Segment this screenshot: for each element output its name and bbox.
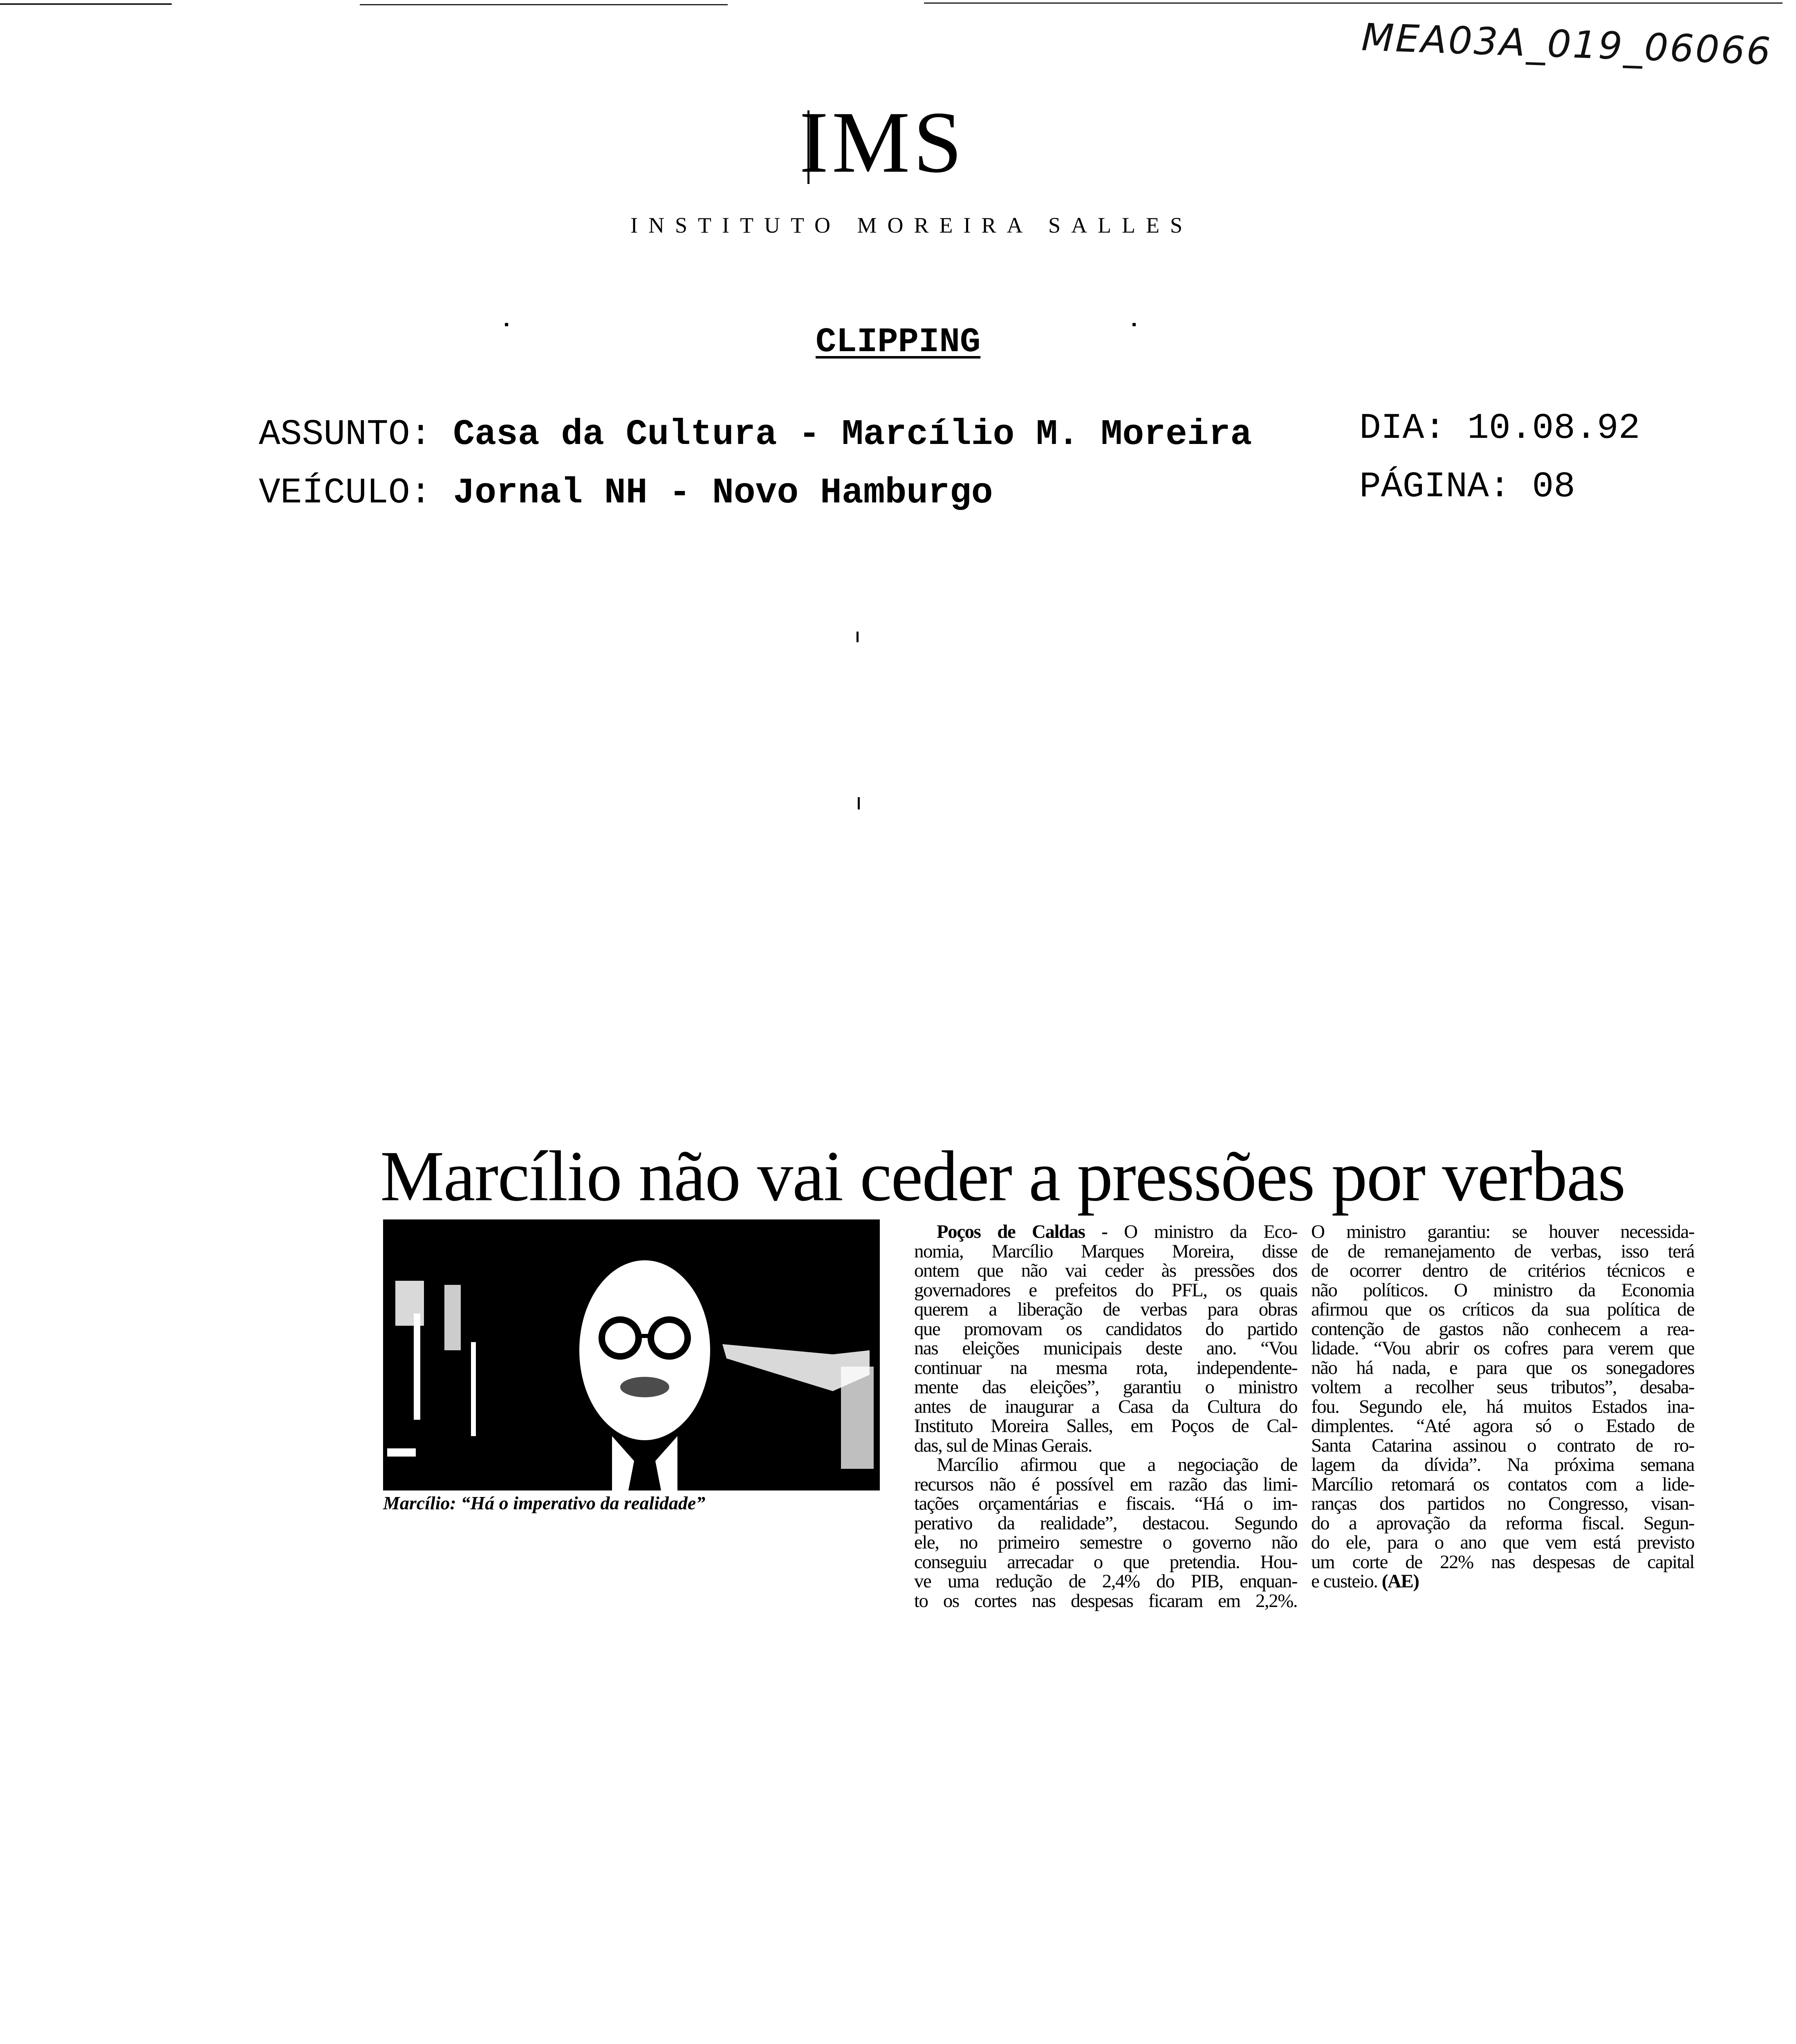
article-line xyxy=(1311,1378,1694,1397)
article-line xyxy=(1311,1475,1694,1495)
article-line xyxy=(914,1300,1297,1320)
article-line-text: contenção de gastos não conhecem a rea- xyxy=(1311,1318,1694,1340)
scan-speck xyxy=(858,797,860,809)
article-line xyxy=(1311,1358,1694,1378)
article-line-text: não há nada, e para que os sonegadores xyxy=(1311,1357,1694,1378)
institution-name: INSTITUTO MOREIRA SALLES xyxy=(630,213,1193,238)
article-line-text: dimplentes. “Até agora só o Estado de xyxy=(1311,1415,1694,1437)
article-line-text: do a aprovação da reforma fiscal. Segun- xyxy=(1311,1512,1694,1534)
article-byline: (AE) xyxy=(1377,1571,1419,1592)
article-line-text: continuar na mesma rota, independente- xyxy=(914,1357,1297,1378)
article-line xyxy=(1311,1455,1694,1475)
date-field xyxy=(1359,408,1640,449)
article-line-text: e custeio. xyxy=(1311,1571,1378,1592)
article-line xyxy=(1311,1339,1694,1358)
article-line-text: ele, no primeiro semestre o governo não xyxy=(914,1532,1297,1553)
article-line xyxy=(1311,1281,1694,1300)
article-line xyxy=(914,1436,1297,1456)
photo-caption: Marcílio: “Há o imperativo da realidade” xyxy=(383,1493,706,1513)
article-headline: Marcílio não vai ceder a pressões por verbas xyxy=(380,1136,1625,1216)
article-line xyxy=(1311,1436,1694,1456)
article-line-text: fou. Segundo ele, há muitos Estados ina- xyxy=(1311,1396,1694,1417)
article-line-text: ve uma redução de 2,4% do PIB, enquan- xyxy=(914,1571,1297,1592)
article-line-text: recursos não é possível em razão das limi- xyxy=(914,1473,1297,1495)
scan-edge-top-mid xyxy=(360,4,728,5)
article-line xyxy=(1311,1533,1694,1553)
article-line xyxy=(1311,1572,1694,1591)
article-line-text: nas eleições municipais deste ano. “Vou xyxy=(914,1338,1297,1359)
page-value: 08 xyxy=(1532,467,1576,507)
scan-speck xyxy=(1132,323,1136,326)
article-line xyxy=(1311,1242,1694,1262)
portrait-photo xyxy=(383,1219,880,1490)
article-line xyxy=(914,1475,1297,1495)
article-line xyxy=(914,1416,1297,1436)
article-line-text: afirmou que os críticos da sua política de xyxy=(1311,1299,1694,1320)
article-line-text: tações orçamentárias e fiscais. “Há o im- xyxy=(914,1493,1297,1514)
scan-edge-top-left xyxy=(0,3,172,5)
article-line-text: Instituto Moreira Salles, em Poços de Cal- xyxy=(914,1415,1297,1437)
article-line xyxy=(1311,1553,1694,1572)
article-line-text: Marcílio retomará os contatos com a lide- xyxy=(1311,1473,1694,1495)
article-line-text: Marcílio afirmou que a negociação de xyxy=(937,1454,1297,1475)
article-line xyxy=(1311,1514,1694,1533)
article-line-text: das, sul de Minas Gerais. xyxy=(914,1434,1092,1456)
subject-value: Casa da Cultura - Marcílio M. Moreira xyxy=(453,415,1252,455)
article-line-text: voltem a recolher seus tributos”, desaba- xyxy=(1311,1376,1694,1398)
article-line-text: ranças dos partidos no Congresso, visan- xyxy=(1311,1493,1694,1514)
vehicle-value: Jornal NH - Novo Hamburgo xyxy=(453,473,993,513)
article-line-text: O ministro da Eco- xyxy=(1107,1221,1297,1242)
article-line xyxy=(914,1553,1297,1572)
article-line-text: querem a liberação de verbas para obras xyxy=(914,1299,1297,1320)
vehicle-label: VEÍCULO: xyxy=(259,473,432,513)
article-line-text: perativo da realidade”, destacou. Segundo xyxy=(914,1512,1297,1534)
article-column-2 xyxy=(1311,1222,1694,1591)
article-line xyxy=(914,1397,1297,1417)
article-line xyxy=(914,1572,1297,1591)
article-line xyxy=(914,1242,1297,1262)
scan-speck xyxy=(505,323,508,326)
article-line xyxy=(914,1320,1297,1339)
article-line-text: um corte de 22% nas despesas de capital xyxy=(1311,1551,1694,1573)
article-line xyxy=(914,1222,1297,1242)
article-line xyxy=(1311,1300,1694,1320)
article-line xyxy=(914,1358,1297,1378)
article-line-text: ontem que não vai ceder às pressões dos xyxy=(914,1260,1297,1281)
article-line xyxy=(1311,1320,1694,1339)
clipping-title: CLIPPING xyxy=(816,323,981,362)
article-line xyxy=(914,1514,1297,1533)
article-line-text: O ministro garantiu: se houver necessida- xyxy=(1311,1221,1694,1242)
article-line xyxy=(914,1591,1297,1611)
article-line xyxy=(1311,1416,1694,1436)
article-line-text: antes de inaugurar a Casa da Cultura do xyxy=(914,1396,1297,1417)
vehicle-field xyxy=(259,475,993,511)
article-line xyxy=(914,1281,1297,1300)
article-line xyxy=(914,1378,1297,1397)
page-label: PÁGINA: xyxy=(1359,467,1511,507)
handwritten-document-code: MEA03A_019_06066 xyxy=(1361,15,1773,74)
ims-logo: IMS xyxy=(799,93,966,191)
date-label: DIA: xyxy=(1359,408,1446,449)
subject-label: ASSUNTO: xyxy=(259,415,432,455)
scan-edge-top-right xyxy=(924,2,1783,4)
article-line xyxy=(1311,1222,1694,1242)
article-line-text: lagem da dívida”. Na próxima semana xyxy=(1311,1454,1694,1475)
article-line xyxy=(914,1533,1297,1553)
article-line-text: to os cortes nas despesas ficaram em 2,2%. xyxy=(914,1590,1297,1611)
article-line-text: de de remanejamento de verbas, isso terá xyxy=(1311,1240,1694,1262)
scan-speck xyxy=(857,632,859,642)
article-line-text: que promovam os candidatos do partido xyxy=(914,1318,1297,1340)
article-line xyxy=(914,1494,1297,1514)
article-line-text: mente das eleições”, garantiu o ministro xyxy=(914,1376,1297,1398)
article-line-text: lidade. “Vou abrir os cofres para verem que xyxy=(1311,1338,1694,1359)
article-line-text: Santa Catarina assinou o contrato de ro- xyxy=(1311,1434,1694,1456)
article-line xyxy=(914,1339,1297,1358)
article-line xyxy=(1311,1397,1694,1417)
article-line-text: de ocorrer dentro de critérios técnicos e xyxy=(1311,1260,1694,1281)
article-column-1 xyxy=(914,1222,1297,1611)
article-line-text: conseguiu arrecadar o que pretendia. Hou- xyxy=(914,1551,1297,1573)
article-line xyxy=(914,1455,1297,1475)
article-line xyxy=(1311,1494,1694,1514)
article-line-text: do ele, para o ano que vem está previsto xyxy=(1311,1532,1694,1553)
article-line-text: governadores e prefeitos do PFL, os quais xyxy=(914,1279,1297,1301)
page-field xyxy=(1359,469,1575,505)
article-dateline: Poços de Caldas - xyxy=(937,1221,1108,1242)
article-line xyxy=(914,1261,1297,1281)
article-line-text: nomia, Marcílio Marques Moreira, disse xyxy=(914,1240,1297,1262)
article-line-text: não políticos. O ministro da Economia xyxy=(1311,1279,1694,1301)
article-line xyxy=(1311,1261,1694,1281)
subject-field xyxy=(259,417,1252,453)
date-value: 10.08.92 xyxy=(1467,408,1640,449)
